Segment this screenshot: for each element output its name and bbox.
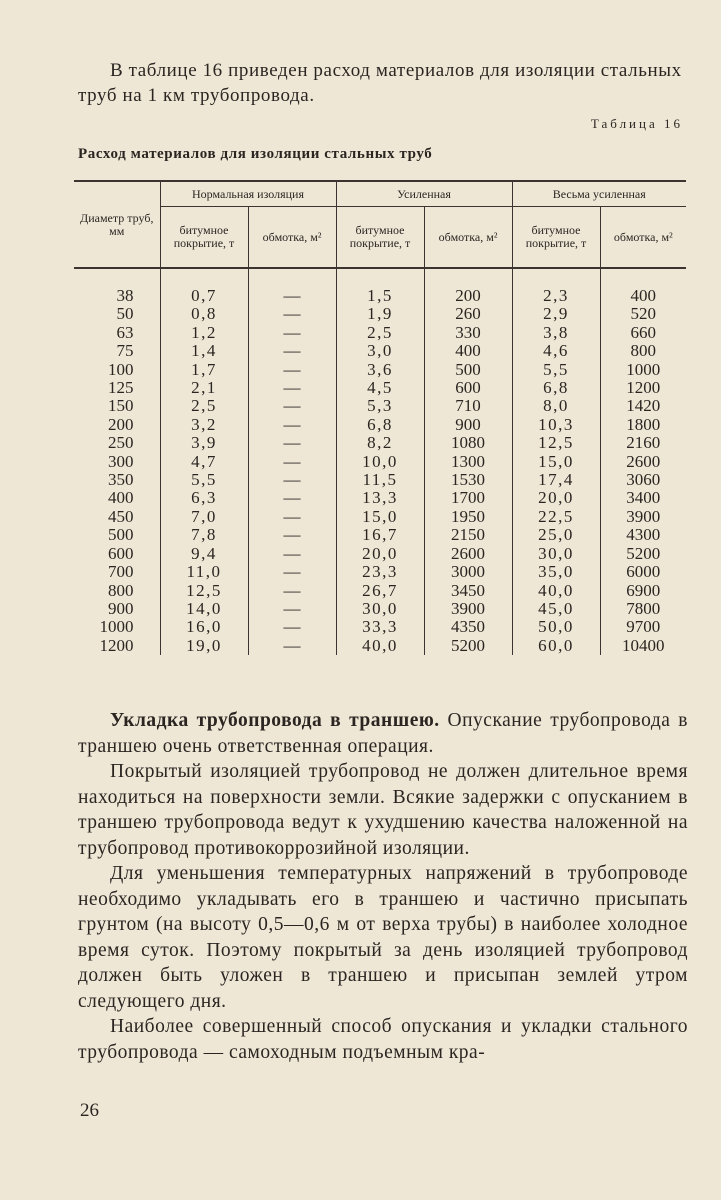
cell-diameter: 125 (108, 378, 134, 398)
cell-very-reinforced-wrapping: 5200 (600, 545, 686, 563)
cell-reinforced-wrapping: 2600 (424, 545, 512, 563)
table-row (74, 397, 686, 415)
cell-normal-wrapping: — (248, 379, 336, 397)
paragraph: Покрытый изоляцией трубопровод не должен длительное время находиться на поверхности земли. Всякие задержки с опусканием в траншею трубопровода ведут к ухудшению качества наложенной на трубопровод противокоррозийной изоляции. (78, 761, 688, 859)
cell-very-reinforced-bitumen: 22,5 (512, 508, 600, 526)
cell-reinforced-bitumen: 40,0 (336, 637, 424, 655)
cell-reinforced-wrapping: 2150 (424, 526, 512, 544)
cell-diameter: 1200 (99, 635, 134, 655)
cell-reinforced-wrapping: 200 (424, 287, 512, 305)
cell-normal-bitumen: 5,5 (160, 471, 248, 489)
cell-reinforced-wrapping: 1080 (424, 434, 512, 452)
cell-normal-bitumen: 7,8 (160, 526, 248, 544)
cell-reinforced-bitumen: 4,5 (336, 379, 424, 397)
diameter-header: Диаметр труб, мм (80, 210, 154, 238)
cell-normal-bitumen: 14,0 (160, 600, 248, 618)
table-row (74, 305, 686, 323)
cell-reinforced-bitumen: 16,7 (336, 526, 424, 544)
table-body (74, 268, 686, 655)
cell-very-reinforced-bitumen: 5,5 (512, 361, 600, 379)
cell-reinforced-wrapping: 600 (424, 379, 512, 397)
group-header-normal: Нормальная изоляция (160, 181, 336, 207)
cell-normal-bitumen: 11,0 (160, 563, 248, 581)
cell-normal-bitumen: 2,1 (160, 379, 248, 397)
cell-reinforced-wrapping: 400 (424, 342, 512, 360)
cell-very-reinforced-wrapping: 2160 (600, 434, 686, 452)
table-row (74, 342, 686, 360)
cell-reinforced-bitumen: 5,3 (336, 397, 424, 415)
cell-very-reinforced-bitumen: 6,8 (512, 379, 600, 397)
cell-very-reinforced-wrapping: 7800 (600, 600, 686, 618)
cell-reinforced-wrapping: 260 (424, 305, 512, 323)
cell-normal-wrapping: — (248, 637, 336, 655)
cell-diameter: 450 (108, 506, 134, 526)
paragraph: Для уменьшения температурных напряжений в трубопроводе необходимо укладывать его в траншею и частично присыпать грунтом (на высоту 0,5—0,6 м от верха трубы) в наиболее холодное время суток. Поэтому покрытый за день изоляцией трубопровод должен быть уложен в траншею и присыпан землей утром следующего дня. (78, 863, 688, 1012)
cell-normal-wrapping: — (248, 324, 336, 342)
table-row (74, 434, 686, 452)
cell-reinforced-bitumen: 13,3 (336, 489, 424, 507)
table-row (74, 416, 686, 434)
cell-reinforced-bitumen: 15,0 (336, 508, 424, 526)
section-heading: Укладка трубопровода в траншею. (110, 710, 440, 731)
cell-normal-bitumen: 3,9 (160, 434, 248, 452)
cell-very-reinforced-bitumen: 15,0 (512, 453, 600, 471)
cell-normal-wrapping: — (248, 582, 336, 600)
cell-reinforced-bitumen: 11,5 (336, 471, 424, 489)
table-row (74, 545, 686, 563)
cell-diameter: 100 (108, 359, 134, 379)
cell-very-reinforced-bitumen: 30,0 (512, 545, 600, 563)
cell-normal-wrapping: — (248, 397, 336, 415)
cell-normal-bitumen: 1,2 (160, 324, 248, 342)
materials-table (74, 180, 686, 655)
cell-reinforced-bitumen: 6,8 (336, 416, 424, 434)
cell-normal-wrapping: — (248, 526, 336, 544)
cell-very-reinforced-bitumen: 17,4 (512, 471, 600, 489)
table-row (74, 471, 686, 489)
cell-very-reinforced-wrapping: 520 (600, 305, 686, 323)
cell-diameter: 50 (116, 304, 134, 324)
cell-very-reinforced-wrapping: 3400 (600, 489, 686, 507)
cell-normal-wrapping: — (248, 305, 336, 323)
cell-normal-wrapping: — (248, 600, 336, 618)
cell-normal-bitumen: 12,5 (160, 582, 248, 600)
cell-reinforced-wrapping: 1530 (424, 471, 512, 489)
cell-diameter: 1000 (99, 617, 134, 637)
paragraph-text: Опускание трубопровода в траншею очень ответственная операция. (78, 710, 689, 757)
cell-very-reinforced-bitumen: 2,9 (512, 305, 600, 323)
cell-normal-bitumen: 0,7 (160, 287, 248, 305)
cell-very-reinforced-bitumen: 25,0 (512, 526, 600, 544)
cell-normal-bitumen: 1,4 (160, 342, 248, 360)
cell-diameter: 150 (108, 396, 134, 416)
cell-diameter: 900 (108, 598, 134, 618)
cell-normal-wrapping: — (248, 471, 336, 489)
cell-very-reinforced-wrapping: 4300 (600, 526, 686, 544)
sub-header-wrapping: обмотка, м² (248, 207, 336, 269)
paragraph: Наиболее совершенный способ опускания и укладки стального трубопровода — самоходным подъемным кра- (78, 1016, 688, 1063)
cell-normal-bitumen: 0,8 (160, 305, 248, 323)
cell-very-reinforced-wrapping: 400 (600, 287, 686, 305)
cell-normal-bitumen: 4,7 (160, 453, 248, 471)
cell-reinforced-bitumen: 3,6 (336, 361, 424, 379)
cell-normal-bitumen: 7,0 (160, 508, 248, 526)
cell-diameter: 500 (108, 525, 134, 545)
cell-very-reinforced-wrapping: 6000 (600, 563, 686, 581)
cell-normal-wrapping: — (248, 489, 336, 507)
cell-diameter: 350 (108, 470, 134, 490)
table-row (74, 637, 686, 655)
cell-very-reinforced-bitumen: 10,3 (512, 416, 600, 434)
cell-very-reinforced-bitumen: 4,6 (512, 342, 600, 360)
sub-header-bitumen: битумное покрытие, т (336, 207, 424, 269)
cell-very-reinforced-wrapping: 6900 (600, 582, 686, 600)
cell-reinforced-bitumen: 33,3 (336, 618, 424, 636)
cell-very-reinforced-wrapping: 1800 (600, 416, 686, 434)
cell-normal-wrapping: — (248, 434, 336, 452)
cell-very-reinforced-bitumen: 20,0 (512, 489, 600, 507)
table-row (74, 324, 686, 342)
page-number: 26 (80, 1100, 99, 1121)
cell-reinforced-bitumen: 20,0 (336, 545, 424, 563)
cell-very-reinforced-bitumen: 50,0 (512, 618, 600, 636)
cell-normal-wrapping: — (248, 453, 336, 471)
cell-very-reinforced-wrapping: 660 (600, 324, 686, 342)
table-row (74, 453, 686, 471)
table-row (74, 600, 686, 618)
cell-very-reinforced-wrapping: 2600 (600, 453, 686, 471)
cell-diameter: 600 (108, 543, 134, 563)
cell-reinforced-wrapping: 500 (424, 361, 512, 379)
cell-reinforced-bitumen: 30,0 (336, 600, 424, 618)
cell-reinforced-wrapping: 4350 (424, 618, 512, 636)
cell-reinforced-wrapping: 5200 (424, 637, 512, 655)
cell-very-reinforced-bitumen: 8,0 (512, 397, 600, 415)
cell-very-reinforced-wrapping: 3060 (600, 471, 686, 489)
table-row (74, 582, 686, 600)
cell-very-reinforced-wrapping: 1420 (600, 397, 686, 415)
sub-header-bitumen: битумное покрытие, т (160, 207, 248, 269)
sub-header-wrapping: обмотка, м² (424, 207, 512, 269)
sub-header-wrapping: обмотка, м² (600, 207, 686, 269)
table-row (74, 361, 686, 379)
cell-normal-wrapping: — (248, 508, 336, 526)
cell-normal-wrapping: — (248, 287, 336, 305)
cell-reinforced-bitumen: 3,0 (336, 342, 424, 360)
cell-reinforced-wrapping: 3450 (424, 582, 512, 600)
group-header-reinforced: Усиленная (336, 181, 512, 207)
cell-normal-wrapping: — (248, 361, 336, 379)
cell-normal-wrapping: — (248, 342, 336, 360)
cell-reinforced-wrapping: 1300 (424, 453, 512, 471)
cell-normal-bitumen: 19,0 (160, 637, 248, 655)
cell-very-reinforced-bitumen: 60,0 (512, 637, 600, 655)
cell-diameter: 38 (116, 286, 134, 305)
cell-normal-wrapping: — (248, 618, 336, 636)
body-text (78, 708, 688, 1065)
cell-reinforced-wrapping: 1950 (424, 508, 512, 526)
cell-very-reinforced-wrapping: 1000 (600, 361, 686, 379)
cell-diameter: 300 (108, 451, 134, 471)
group-header-very-reinforced: Весьма усиленная (512, 181, 686, 207)
cell-diameter: 700 (108, 562, 134, 582)
cell-very-reinforced-wrapping: 1200 (600, 379, 686, 397)
paragraph (78, 708, 688, 759)
table-row (74, 618, 686, 636)
cell-diameter: 800 (108, 580, 134, 600)
cell-reinforced-wrapping: 900 (424, 416, 512, 434)
cell-normal-bitumen: 1,7 (160, 361, 248, 379)
cell-very-reinforced-bitumen: 45,0 (512, 600, 600, 618)
cell-diameter: 250 (108, 433, 134, 453)
cell-very-reinforced-bitumen: 35,0 (512, 563, 600, 581)
cell-reinforced-wrapping: 330 (424, 324, 512, 342)
table-row (74, 563, 686, 581)
table-row (74, 287, 686, 305)
cell-very-reinforced-wrapping: 9700 (600, 618, 686, 636)
table-row (74, 379, 686, 397)
cell-diameter: 63 (116, 322, 134, 342)
intro-paragraph: В таблице 16 приведен расход материалов для изоляции стальных труб на 1 км трубопровода. (78, 60, 682, 106)
cell-reinforced-wrapping: 3900 (424, 600, 512, 618)
cell-very-reinforced-bitumen: 3,8 (512, 324, 600, 342)
cell-reinforced-bitumen: 8,2 (336, 434, 424, 452)
table-label: Таблица 16 (590, 116, 683, 131)
cell-very-reinforced-wrapping: 800 (600, 342, 686, 360)
cell-very-reinforced-wrapping: 10400 (600, 637, 686, 655)
cell-reinforced-wrapping: 3000 (424, 563, 512, 581)
cell-very-reinforced-wrapping: 3900 (600, 508, 686, 526)
cell-diameter: 200 (108, 414, 134, 434)
cell-normal-wrapping: — (248, 416, 336, 434)
cell-reinforced-wrapping: 710 (424, 397, 512, 415)
cell-reinforced-bitumen: 1,5 (336, 287, 424, 305)
cell-reinforced-wrapping: 1700 (424, 489, 512, 507)
table-row (74, 489, 686, 507)
cell-normal-bitumen: 9,4 (160, 545, 248, 563)
cell-diameter: 75 (116, 341, 134, 361)
cell-reinforced-bitumen: 1,9 (336, 305, 424, 323)
cell-reinforced-bitumen: 23,3 (336, 563, 424, 581)
cell-normal-bitumen: 2,5 (160, 397, 248, 415)
cell-reinforced-bitumen: 26,7 (336, 582, 424, 600)
table-row (74, 526, 686, 544)
table-title: Расход материалов для изоляции стальных труб (78, 146, 433, 162)
sub-header-bitumen: битумное покрытие, т (512, 207, 600, 269)
cell-normal-bitumen: 3,2 (160, 416, 248, 434)
cell-normal-bitumen: 16,0 (160, 618, 248, 636)
cell-very-reinforced-bitumen: 12,5 (512, 434, 600, 452)
cell-reinforced-bitumen: 10,0 (336, 453, 424, 471)
cell-very-reinforced-bitumen: 40,0 (512, 582, 600, 600)
cell-normal-wrapping: — (248, 563, 336, 581)
cell-normal-wrapping: — (248, 545, 336, 563)
cell-normal-bitumen: 6,3 (160, 489, 248, 507)
table-row (74, 508, 686, 526)
cell-diameter: 400 (108, 488, 134, 508)
table-header (74, 181, 686, 268)
cell-reinforced-bitumen: 2,5 (336, 324, 424, 342)
cell-very-reinforced-bitumen: 2,3 (512, 287, 600, 305)
